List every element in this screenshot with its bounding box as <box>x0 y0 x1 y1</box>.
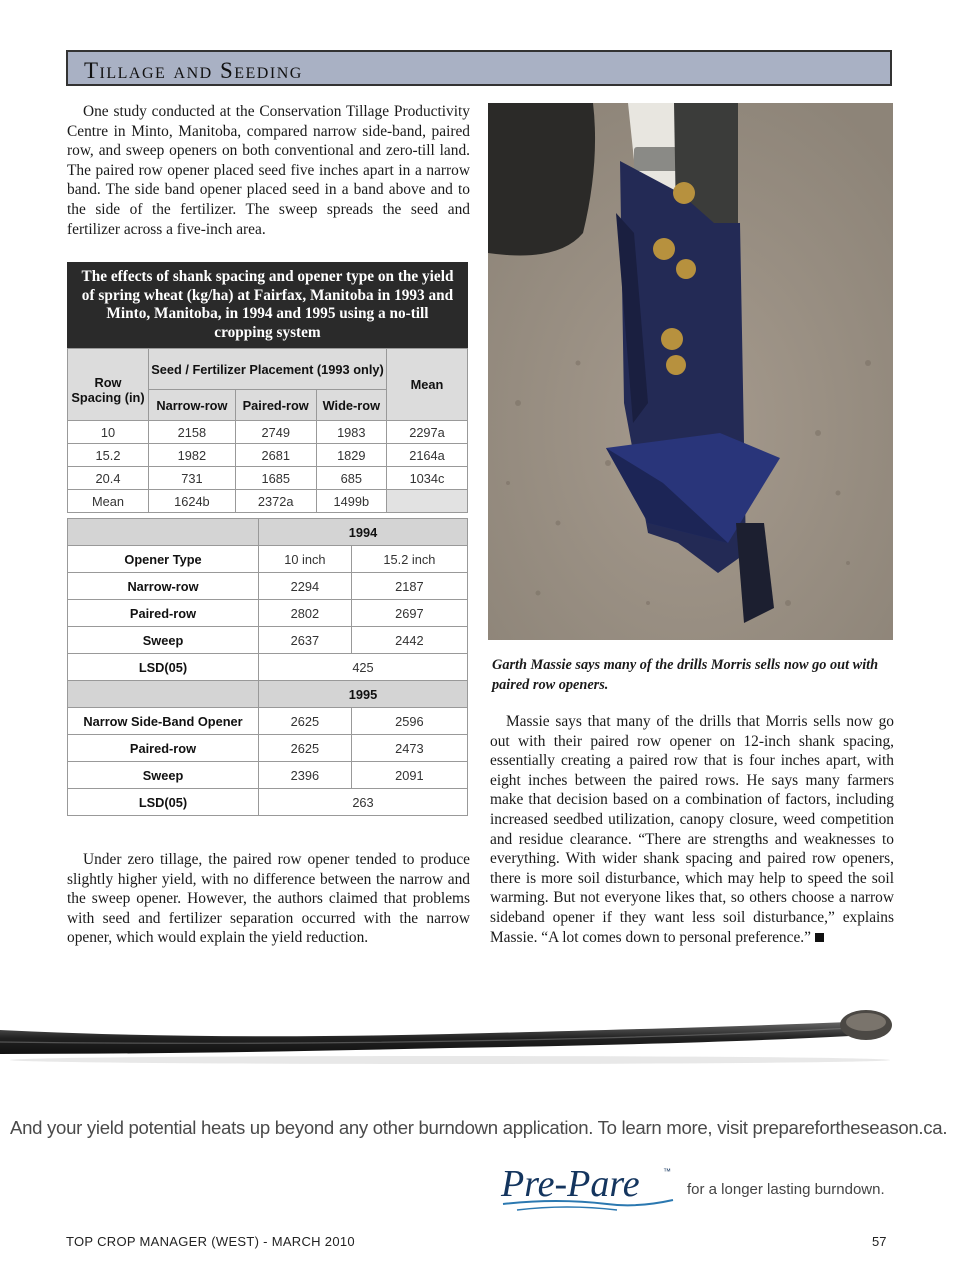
table-cell: 2158 <box>149 421 236 444</box>
table-cell: 1982 <box>149 444 236 467</box>
lsd-label: LSD(05) <box>68 789 259 816</box>
year-1995: 1995 <box>259 681 468 708</box>
table-cell: 2473 <box>351 735 467 762</box>
table-cell: 1624b <box>149 490 236 513</box>
table-cell: 2442 <box>351 627 467 654</box>
placement-group-header: Seed / Fertilizer Placement (1993 only) <box>149 349 387 390</box>
col-paired-row: Paired-row <box>235 390 316 421</box>
footer-publication: TOP CROP MANAGER (WEST) - MARCH 2010 <box>66 1234 355 1249</box>
table-cell: Mean <box>68 490 149 513</box>
table-cell: 2297a <box>387 421 468 444</box>
table-cell: 1983 <box>316 421 386 444</box>
table-cell: 2294 <box>259 573 352 600</box>
table-cell: 2749 <box>235 421 316 444</box>
table-cell: 20.4 <box>68 467 149 490</box>
table-cell <box>387 490 468 513</box>
table-cell: Paired-row <box>68 600 259 627</box>
ad-headline: And your yield potential heats up beyond any other burndown application. To learn more, visit preparefortheseason.ca. <box>10 1117 948 1138</box>
table-cell: 1499b <box>316 490 386 513</box>
right-column-text: Massie says that many of the drills that Morris sells now go out with their paired row opener on 12-inch shank spacing, essentially creating a paired row that is four inches apart, with eight inches between the paired rows. He says many farmers make that decision based on a combination of factors, including increased seedbed utilization, canopy closure, weed competition and residue clearance. “There are strengths and weaknesses to everything. With wider shank spacing and paired row openers, there is more soil disturbance, which may help to speed the soil warming. But not everyone likes that, so others choose a narrow sideband opener if they want less soil disturbance,” explains Massie. “A lot comes down to personal preference.” <box>490 713 894 946</box>
conclusion-paragraph: Under zero tillage, the paired row opener tended to produce slightly higher yield, with no difference between the narrow and the sweep opener. However, the authors claimed that problems with seed and fertilizer separation occurred with the narrow opener, which would explain the yield reduction. <box>67 851 470 947</box>
table-row <box>68 708 468 735</box>
table-cell: Sweep <box>68 627 259 654</box>
table-cell: 2697 <box>351 600 467 627</box>
logo-wordmark: Pre-Pare <box>501 1163 640 1205</box>
table-cell: 2396 <box>259 762 352 789</box>
table-cell: Narrow Side-Band Opener <box>68 708 259 735</box>
table-cell: 2596 <box>351 708 467 735</box>
section-header <box>66 50 892 86</box>
table-cell: 2681 <box>235 444 316 467</box>
table-row <box>68 573 468 600</box>
lsd-1994: 425 <box>259 654 468 681</box>
table-row <box>68 546 468 573</box>
lsd-label: LSD(05) <box>68 654 259 681</box>
table-cell: 2372a <box>235 490 316 513</box>
table-cell: 2625 <box>259 735 352 762</box>
logo-trademark: ™ <box>663 1167 671 1176</box>
table-cell: 2187 <box>351 573 467 600</box>
table-cell: 2164a <box>387 444 468 467</box>
table-cell: 2637 <box>259 627 352 654</box>
table-cell: 2802 <box>259 600 352 627</box>
yield-table-1993 <box>67 348 468 513</box>
table-cell: 1829 <box>316 444 386 467</box>
table-row <box>68 467 468 490</box>
table-cell: 2625 <box>259 708 352 735</box>
burning-fuse-graphic <box>0 1000 900 1070</box>
section-title: Tillage and Seeding <box>84 58 303 83</box>
table-title: The effects of shank spacing and opener type on the yield of spring wheat (kg/ha) at Fairfax, Manitoba in 1993 and Minto, Manitoba, in 1994 and 1995 using a no-till cropping system <box>67 262 468 348</box>
year-row-1995 <box>68 681 468 708</box>
page-number: 57 <box>872 1234 887 1249</box>
table-row <box>68 444 468 467</box>
photo-caption: Garth Massie says many of the drills Morris sells now go out with paired row openers. <box>492 657 879 693</box>
drill-opener-photo <box>488 103 893 640</box>
ad-tagline: for a longer lasting burndown. <box>687 1181 885 1198</box>
lsd-1995: 263 <box>259 789 468 816</box>
col-narrow-row: Narrow-row <box>149 390 236 421</box>
table-row <box>68 600 468 627</box>
table-cell: 1685 <box>235 467 316 490</box>
table-cell: Sweep <box>68 762 259 789</box>
table-row <box>68 735 468 762</box>
table-cell: Narrow-row <box>68 573 259 600</box>
table-cell: 1034c <box>387 467 468 490</box>
table-cell: 731 <box>149 467 236 490</box>
opener-type-header: Opener Type <box>68 546 259 573</box>
table-row <box>68 789 468 816</box>
year-row-1994 <box>68 519 468 546</box>
table-row <box>68 762 468 789</box>
year-1994: 1994 <box>259 519 468 546</box>
intro-paragraph: One study conducted at the Conservation Tillage Productivity Centre in Minto, Manitoba, compared narrow side-band, paired row, and sweep openers on both conventional and zero-till land. The paired row opener placed seed five inches apart in a narrow band. The side band opener placed seed in a band above and to the side of the fertilizer. The sweep spreads the seed and fertilizer across a five-inch area. <box>67 103 470 238</box>
spacing-10-header: 10 inch <box>259 546 352 573</box>
mean-header: Mean <box>387 349 468 421</box>
end-mark-icon <box>815 933 824 942</box>
col-wide-row: Wide-row <box>316 390 386 421</box>
right-column-paragraph <box>490 712 894 947</box>
table-row <box>68 654 468 681</box>
table-row <box>68 627 468 654</box>
table-row <box>68 421 468 444</box>
table-cell: 2091 <box>351 762 467 789</box>
table-cell: 10 <box>68 421 149 444</box>
table-cell: 685 <box>316 467 386 490</box>
table-cell: Paired-row <box>68 735 259 762</box>
yield-table-opener <box>67 518 468 816</box>
pre-pare-logo <box>497 1158 682 1216</box>
row-spacing-header: Row Spacing (in) <box>68 349 149 421</box>
table-cell: 15.2 <box>68 444 149 467</box>
spacing-15-header: 15.2 inch <box>351 546 467 573</box>
table-row <box>68 490 468 513</box>
